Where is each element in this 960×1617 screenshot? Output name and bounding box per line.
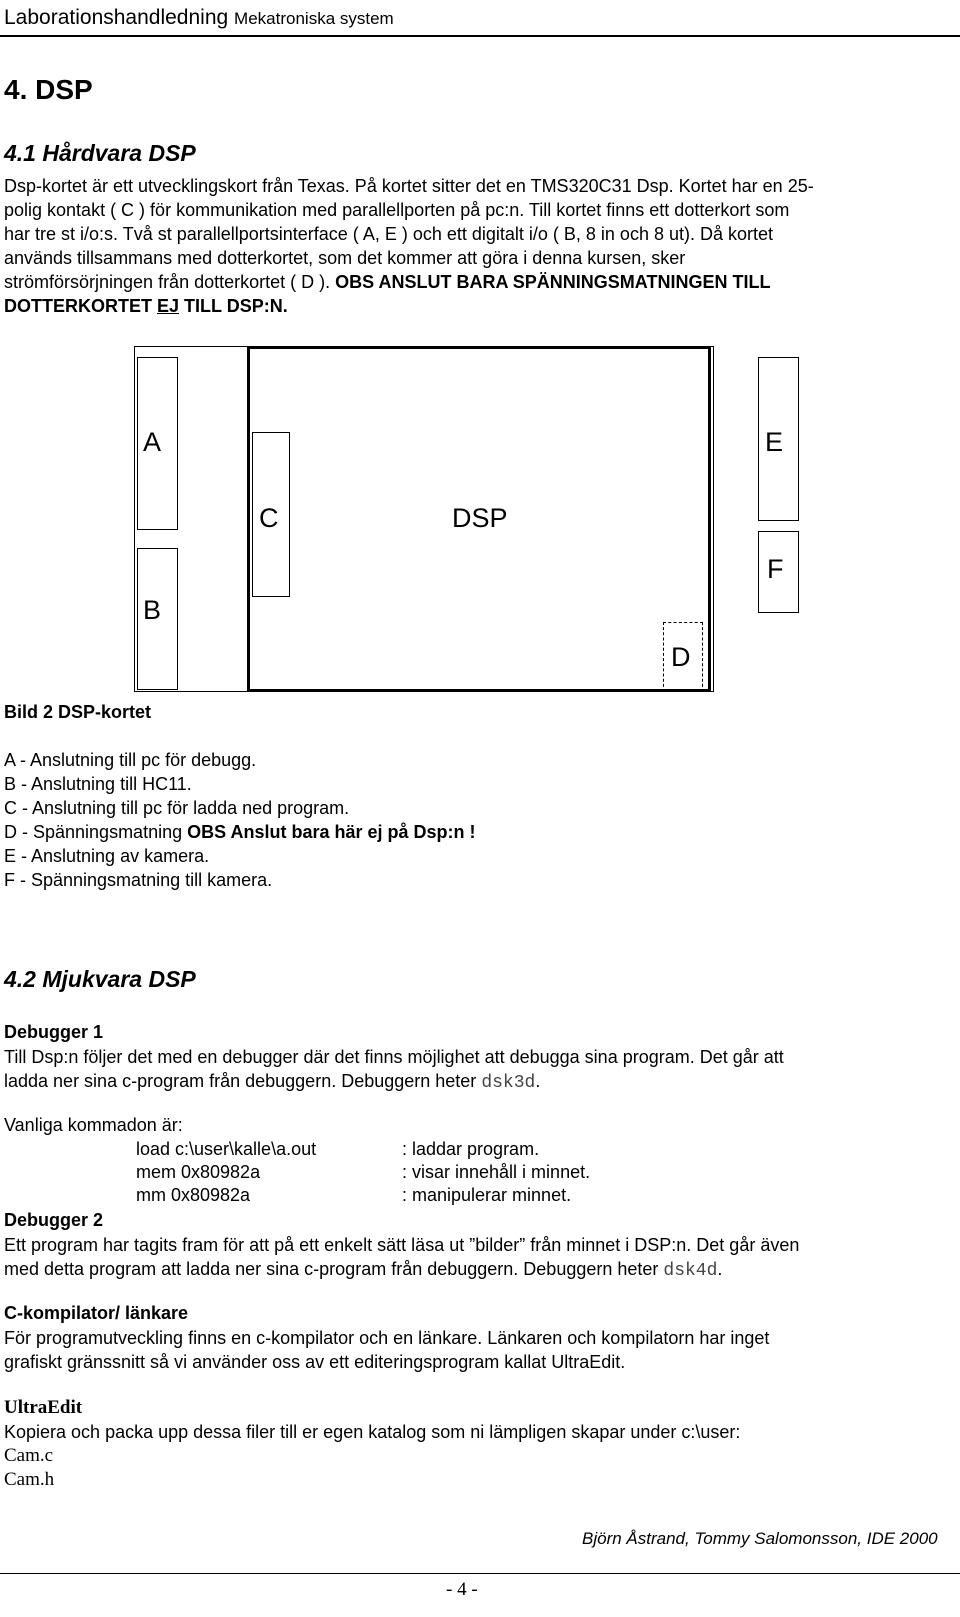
- legend-item: B - Anslutning till HC11.: [4, 774, 192, 794]
- legend-item: C - Anslutning till pc för ladda ned program.: [4, 798, 350, 818]
- hardware-paragraph: [4, 174, 814, 318]
- footer-divider: [0, 1573, 960, 1574]
- command-desc: : manipulerar minnet.: [402, 1185, 572, 1205]
- page-number: - 4 -: [446, 1579, 478, 1600]
- debugger2-heading: Debugger 2: [4, 1210, 104, 1230]
- warning-line: DOTTERKORTET EJ TILL DSP:N.: [4, 296, 288, 316]
- legend-item: E - Anslutning av kamera.: [4, 846, 210, 866]
- legend-item: D - Spänningsmatning OBS Anslut bara här ej på Dsp:n !: [4, 822, 476, 842]
- warning-text: OBS ANSLUT BARA SPÄNNINGSMATNINGEN TILL: [335, 272, 771, 292]
- label-f: F: [767, 554, 784, 584]
- command-name: mm 0x80982a: [136, 1185, 251, 1205]
- debugger1-heading: Debugger 1: [4, 1022, 104, 1042]
- debugger2-paragraph: Ett program har tagits fram för att på ett enkelt sätt läsa ut ”bilder” från minnet i DSP:n. Det går även med detta program att ladda ner sina c-program från debuggern. Debuggern heter dsk4d.: [4, 1235, 800, 1281]
- command-desc: : visar innehåll i minnet.: [402, 1162, 591, 1182]
- label-b: B: [143, 595, 162, 625]
- commands-intro: Vanliga kommadon är:: [4, 1115, 183, 1135]
- command-name: mem 0x80982a: [136, 1162, 261, 1182]
- label-d: D: [671, 642, 691, 672]
- legend-item: F - Spänningsmatning till kamera.: [4, 870, 273, 890]
- file-name: Cam.c: [4, 1445, 54, 1466]
- figure-caption: Bild 2 DSP-kortet: [4, 702, 152, 722]
- label-e: E: [765, 427, 784, 457]
- label-dsp: DSP: [452, 503, 508, 533]
- debugger2-command: dsk4d: [663, 1261, 718, 1281]
- header-divider: [0, 35, 960, 37]
- legend-list: [4, 748, 476, 892]
- software-heading: 4.2 Mjukvara DSP: [4, 966, 196, 992]
- header-title: Laborationshandledning: [4, 6, 229, 29]
- footer-authors: Björn Åstrand, Tommy Salomonsson, IDE 2000: [582, 1529, 938, 1548]
- command-name: load c:\user\kalle\a.out: [136, 1139, 317, 1159]
- command-desc: : laddar program.: [402, 1139, 540, 1159]
- debugger1-paragraph: Till Dsp:n följer det med en debugger där det finns möjlighet att debugga sina program. Det går att ladda ner sina c-program från debuggern. Debuggern heter dsk3d.: [4, 1047, 784, 1093]
- page-header: [4, 6, 394, 30]
- hardware-line: strömförsörjningen från dotterkortet ( D ). OBS ANSLUT BARA SPÄNNINGSMATNINGEN TILL: [4, 272, 771, 292]
- compiler-heading: C-kompilator/ länkare: [4, 1303, 189, 1323]
- section-title: 4. DSP: [4, 74, 93, 105]
- hardware-line: Dsp-kortet är ett utvecklingskort från Texas. På kortet sitter det en TMS320C31 Dsp. Kortet har en 25-: [4, 176, 814, 196]
- ultraedit-paragraph: Kopiera och packa upp dessa filer till er egen katalog som ni lämpligen skapar under c:\user: Cam.c Cam.h: [4, 1422, 741, 1490]
- hardware-heading: 4.1 Hårdvara DSP: [4, 140, 196, 166]
- hardware-line: polig kontakt ( C ) för kommunikation med parallellporten på pc:n. Till kortet finns ett dotterkort som: [4, 200, 790, 220]
- ultraedit-heading: UltraEdit: [4, 1397, 83, 1418]
- legend-item: A - Anslutning till pc för debugg.: [4, 750, 257, 770]
- label-c: C: [259, 503, 279, 533]
- header-subtitle: Mekatroniska system: [234, 9, 394, 28]
- warning-ej: EJ: [157, 296, 180, 316]
- hardware-line: används tillsammans med dotterkortet, som det kommer att göra i denna kursen, sker: [4, 248, 686, 268]
- hardware-line: har tre st i/o:s. Två st parallellportsinterface ( A, E ) och ett digitalt i/o ( B, 8 in och 8 ut). Då kortet: [4, 224, 773, 244]
- compiler-paragraph: För programutveckling finns en c-kompilator och en länkare. Länkaren och kompilatorn har inget grafiskt gränssnitt så vi använder oss av ett editeringsprogram kallat UltraEdit.: [4, 1328, 770, 1372]
- debugger1-command: dsk3d: [481, 1073, 536, 1093]
- file-name: Cam.h: [4, 1469, 55, 1490]
- label-a: A: [143, 427, 162, 457]
